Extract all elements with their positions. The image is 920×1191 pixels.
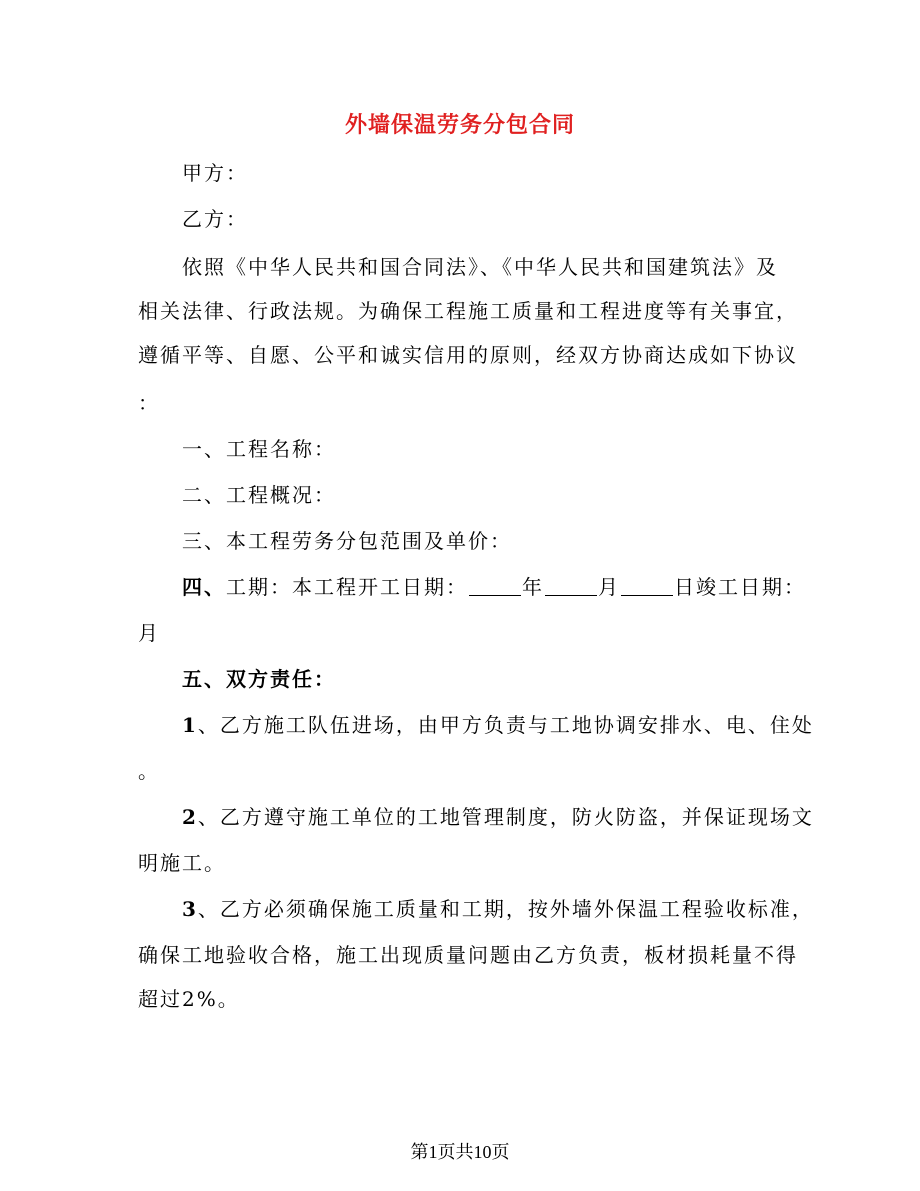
duty-2-text: 、乙方遵守施工单位的工地管理制度，防火防盗，并保证现场文 — [197, 805, 814, 829]
start-month-blank — [545, 577, 597, 596]
duty-3-line-1 — [182, 894, 832, 924]
duty-3-text: 、乙方必须确保施工质量和工期，按外墙外保温工程验收标准， — [197, 897, 814, 921]
intro-line-2: 相关法律、行政法规。为确保工程施工质量和工程进度等有关事宜， — [138, 299, 798, 323]
document-title: 外墙保温劳务分包合同 — [344, 112, 575, 138]
duty-3-number: 3 — [182, 897, 198, 921]
duty-1-text: 、乙方施工队伍进场，由甲方负责与工地协调安排水、电、住处 — [197, 713, 814, 737]
section-schedule-text: 工期：本工程开工日期： — [226, 575, 468, 599]
duty-1-line-2: 。 — [138, 759, 160, 783]
party-b-label: 乙方： — [182, 207, 248, 231]
duty-2-number: 2 — [182, 805, 198, 829]
month-label: 月 — [598, 575, 620, 599]
section-responsibilities: 五、双方责任： — [182, 667, 336, 691]
duty-3-line-2: 确保工地验收合格，施工出现质量问题由乙方负责，板材损耗量不得 — [138, 943, 798, 967]
intro-line-4: ： — [138, 391, 160, 415]
section-scope-price: 三、本工程劳务分包范围及单价： — [182, 529, 512, 553]
section-project-name: 一、工程名称： — [182, 437, 336, 461]
duty-3-line-3: 超过2%。 — [138, 987, 240, 1011]
duty-2-line-2: 明施工。 — [138, 851, 226, 875]
duty-2-line-1 — [182, 802, 832, 832]
party-a-label: 甲方： — [182, 161, 248, 185]
duty-1-number: 1 — [182, 713, 198, 737]
page-number-footer: 第1页共10页 — [410, 1142, 510, 1162]
duty-1-line-1 — [182, 710, 832, 740]
section-schedule-number: 四、 — [182, 575, 226, 599]
day-end-label: 日竣工日期： — [674, 575, 806, 599]
intro-line-3: 遵循平等、自愿、公平和诚实信用的原则，经双方协商达成如下协议 — [138, 343, 798, 367]
year-label: 年 — [522, 575, 544, 599]
intro-line-1: 依照《中华人民共和国合同法》、《中华人民共和国建筑法》及 — [182, 255, 778, 279]
section-schedule — [182, 572, 832, 602]
start-day-blank — [621, 577, 673, 596]
start-year-blank — [469, 577, 521, 596]
section-project-overview: 二、工程概况： — [182, 483, 336, 507]
section-schedule-continued: 月 — [138, 621, 160, 645]
